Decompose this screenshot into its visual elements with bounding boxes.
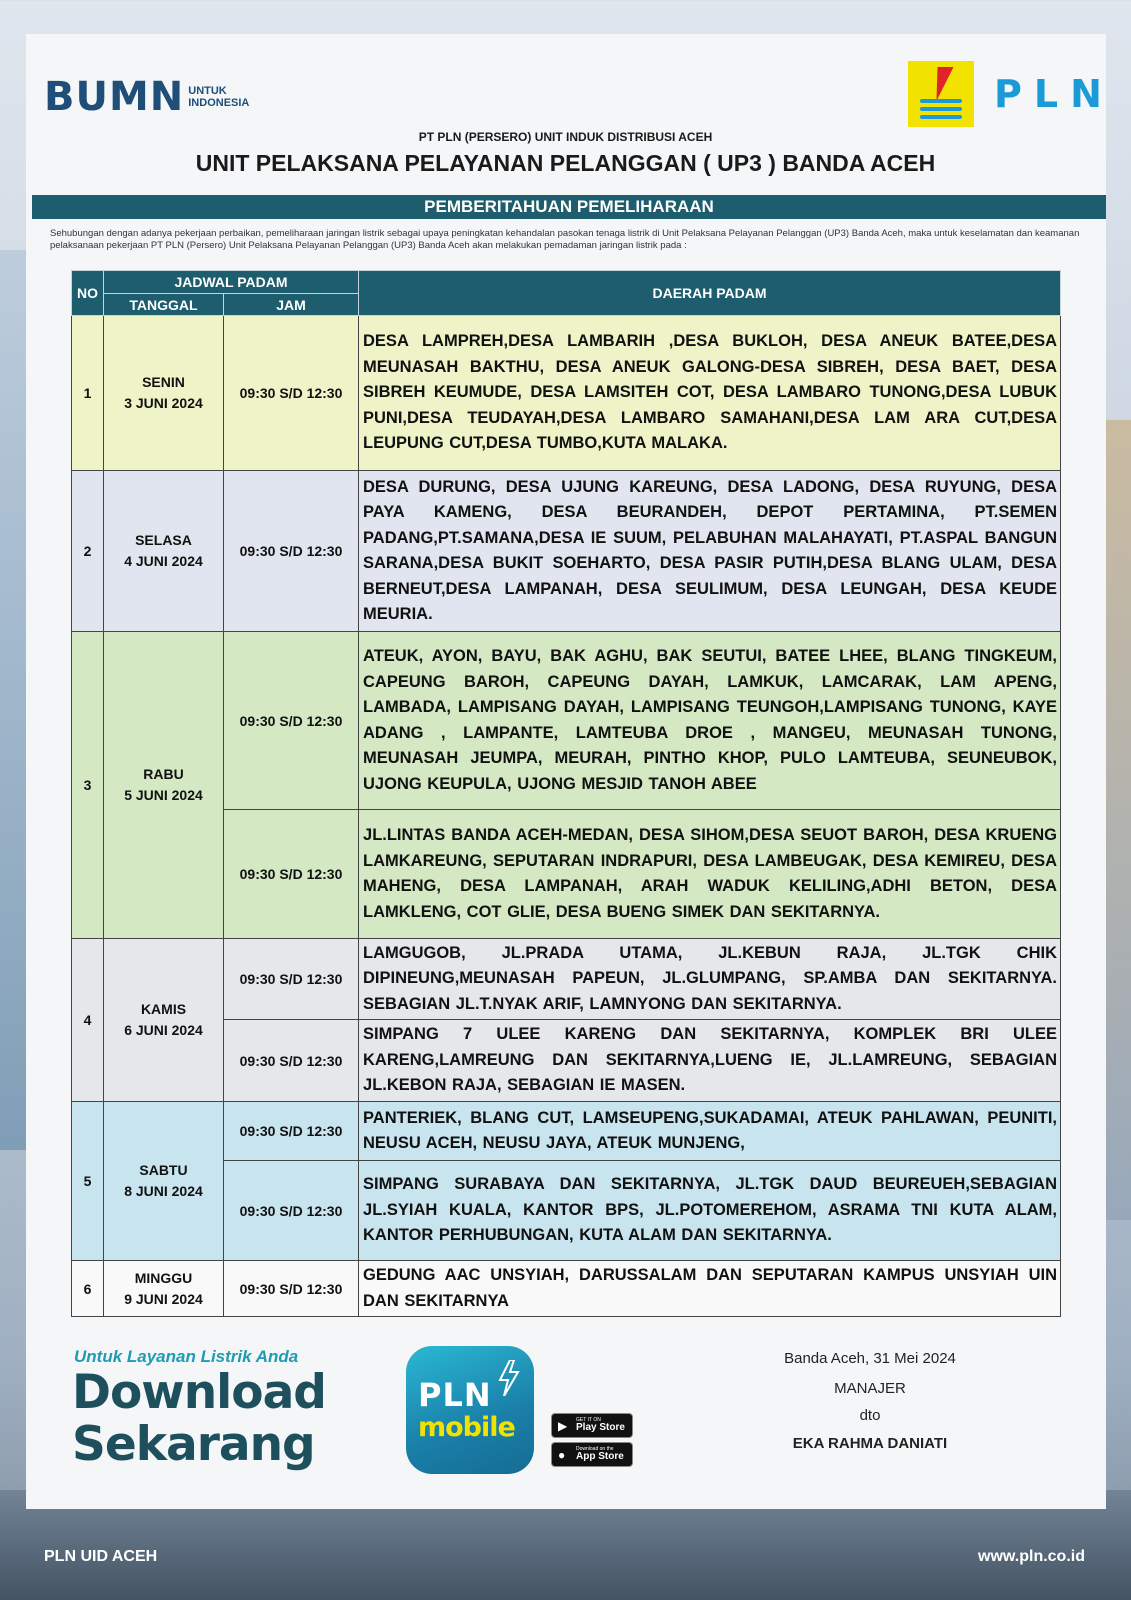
footer-website-link[interactable]: www.pln.co.id: [978, 1548, 1085, 1565]
table-row: [72, 1261, 1061, 1317]
row-area: GEDUNG AAC UNSYIAH, DARUSSALAM DAN SEPUTARAN KAMPUS UNSYIAH UIN DAN SEKITARNYA: [359, 1261, 1061, 1317]
row-area: ATEUK, AYON, BAYU, BAK AGHU, BAK SEUTUI, BATEE LHEE, BLANG TINGKEUM, CAPEUNG BAROH, CAPEUNG DAYAH, LAMKUK, LAMCARAK, LAM APENG, LAMBADA, LAMPISANG DAYAH, LAMPISANG TEUNGOH,LAMPISANG TUNONG, KAYE ADANG , LAMPANTE, LAMTEUBA DROE , MANGEU, MEUNASAH TUNONG, MEUNASAH JEUMPA, MEURAH, PINTHO KHOP, PULO LAMTEUBA, SEUNEUBOK, UJONG KEUPULA, UJONG MESJID TANOH ABEE: [359, 632, 1061, 810]
row-time: 09:30 S/D 12:30: [224, 471, 359, 632]
row-time: 09:30 S/D 12:30: [224, 1161, 359, 1261]
row-time: 09:30 S/D 12:30: [224, 1020, 359, 1102]
signature-place-date: Banda Aceh, 31 Mei 2024: [784, 1350, 956, 1367]
row-time: 09:30 S/D 12:30: [224, 316, 359, 471]
row-area: DESA DURUNG, DESA UJUNG KAREUNG, DESA LADONG, DESA RUYUNG, DESA PAYA KAMENG, DESA BEURANDEH, DEPOT PERTAMINA, PT.SEMEN PADANG,PT.SAMANA,DESA IE SUUM, PELABUHAN MALAHAYATI, PT.ASPAL BANGUN SARANA,DESA BUKIT SOEHARTO, DESA PASIR PUTIH,DESA BLANG ULAM, DESA BERNEUT,DESA LAMPANAH, DESA SEULIMUM, DESA LEUNGAH, DESA KEUDE MEURIA.: [359, 471, 1061, 632]
bumn-logo: [44, 74, 249, 120]
row-date: RABU 5 JUNI 2024: [104, 632, 224, 939]
table-row: [72, 1102, 1061, 1161]
row-time: 09:30 S/D 12:30: [224, 939, 359, 1020]
bumn-logo-mark: BUMN: [44, 74, 185, 120]
signature-dto: dto: [859, 1407, 881, 1424]
table-row: [72, 471, 1061, 632]
row-time: 09:30 S/D 12:30: [224, 632, 359, 810]
footer-unit: PLN UID ACEH: [44, 1548, 158, 1565]
row-area: SIMPANG SURABAYA DAN SEKITARNYA, JL.TGK DAUD BEUREUEH,SEBAGIAN JL.SYIAH KUALA, KANTOR BPS, JL.POTOMEREHOM, ASRAMA TNI KUTA ALAM, KANTOR PERHUBUNGAN, KUTA ALAM DAN SEKITARNYA.: [359, 1161, 1061, 1261]
signature-role: MANAJER: [834, 1380, 906, 1397]
promo-title: Download Sekarang: [72, 1365, 326, 1472]
organization-name: PT PLN (PERSERO) UNIT INDUK DISTRIBUSI ACEH: [418, 130, 713, 144]
row-number: 6: [72, 1261, 104, 1317]
play-store-icon: ▶: [558, 1419, 568, 1433]
row-date: MINGGU 9 JUNI 2024: [104, 1261, 224, 1317]
row-number: 2: [72, 471, 104, 632]
outage-schedule-table: [71, 270, 1061, 1317]
pln-logo: [908, 61, 1114, 127]
intro-paragraph: Sehubungan dengan adanya pekerjaan perbaikan, pemeliharaan jaringan listrik sebagai upaya peningkatan kehandalan pasokan tenaga listrik di Unit Pelaksana Pelayanan Pelanggan (UP3) Banda Aceh, maka untuk keselamatan dan keamanan pelaksanaan pekerjaan PT PLN (Persero) Unit Pelaksana Pelayanan Pelanggan (UP3) Banda Aceh akan melakukan pemadaman jaringan listrik pada :: [50, 228, 1080, 251]
play-store-badge[interactable]: ▶ GET IT ON Play Store: [551, 1413, 633, 1438]
row-number: 5: [72, 1102, 104, 1261]
pln-lightning-icon: [908, 61, 974, 127]
app-store-badge[interactable]: ● Download on the App Store: [551, 1442, 633, 1467]
unit-title: UNIT PELAKSANA PELAYANAN PELANGGAN ( UP3 ) BANDA ACEH: [195, 150, 936, 176]
notice-banner: PEMBERITAHUAN PEMELIHARAAN: [32, 195, 1106, 219]
row-time: 09:30 S/D 12:30: [224, 1261, 359, 1317]
row-area: PANTERIEK, BLANG CUT, LAMSEUPENG,SUKADAMAI, ATEUK PAHLAWAN, PEUNITI, NEUSU ACEH, NEUSU JAYA, ATEUK MUNJENG,: [359, 1102, 1061, 1161]
row-number: 3: [72, 632, 104, 939]
row-number: 4: [72, 939, 104, 1102]
apple-icon: ●: [558, 1448, 566, 1462]
header-schedule: JADWAL PADAM: [104, 271, 359, 294]
header-area: DAERAH PADAM: [359, 271, 1061, 316]
row-time: 09:30 S/D 12:30: [224, 1102, 359, 1161]
row-number: 1: [72, 316, 104, 471]
pln-mobile-app-icon[interactable]: PLN mobile: [406, 1346, 534, 1474]
bumn-logo-tagline: UNTUK INDONESIA: [188, 85, 250, 109]
row-area: LAMGUGOB, JL.PRADA UTAMA, JL.KEBUN RAJA, JL.TGK CHIK DIPINEUNG,MEUNASAH PAPEUN, JL.GLUMPANG, SP.AMBA DAN SEKITARNYA. SEBAGIAN JL.T.NYAK ARIF, LAMNYONG DAN SEKITARNYA.: [359, 939, 1061, 1020]
row-time: 09:30 S/D 12:30: [224, 810, 359, 939]
header-time: JAM: [224, 294, 359, 316]
pln-logo-text: PLN: [994, 72, 1114, 116]
row-date: SENIN 3 JUNI 2024: [104, 316, 224, 471]
table-row: [72, 316, 1061, 471]
row-date: SABTU 8 JUNI 2024: [104, 1102, 224, 1261]
header-date: TANGGAL: [104, 294, 224, 316]
row-area: DESA LAMPREH,DESA LAMBARIH ,DESA BUKLOH, DESA ANEUK BATEE,DESA MEUNASAH BAKTHU, DESA ANEUK GALONG-DESA SIBREH, DESA BAET, DESA SIBREH KEUMUDE, DESA LAMSITEH COT, DESA LAMBARO TUNONG,DESA LUBUK PUNI,DESA TEUDAYAH,DESA LAMBARO SAMAHANI,DESA LAM ARA CUT,DESA LEUPUNG CUT,DESA TUMBO,KUTA MALAKA.: [359, 316, 1061, 471]
lightning-icon: [498, 1360, 520, 1396]
header-no: NO: [72, 271, 104, 316]
row-area: JL.LINTAS BANDA ACEH-MEDAN, DESA SIHOM,DESA SEUOT BAROH, DESA KRUENG LAMKAREUNG, SEPUTARAN INDRAPURI, DESA LAMBEUGAK, DESA KEMIREU, DESA MAHENG, DESA LAMPANAH, ARAH WADUK KELILING,ADHI BETON, DESA LAMKLENG, COT GLIE, DESA BUENG SIMEK DAN SEKITARNYA.: [359, 810, 1061, 939]
signature-name: EKA RAHMA DANIATI: [792, 1435, 948, 1452]
row-area: SIMPANG 7 ULEE KARENG DAN SEKITARNYA, KOMPLEK BRI ULEE KARENG,LAMREUNG DAN SEKITARNYA,LUENG IE, JL.LAMREUNG, SEBAGIAN JL.KEBON RAJA, SEBAGIAN IE MASEN.: [359, 1020, 1061, 1102]
table-row: [72, 632, 1061, 810]
row-date: KAMIS 6 JUNI 2024: [104, 939, 224, 1102]
table-row: [72, 939, 1061, 1020]
promo-subtitle: Untuk Layanan Listrik Anda: [74, 1347, 299, 1366]
row-date: SELASA 4 JUNI 2024: [104, 471, 224, 632]
